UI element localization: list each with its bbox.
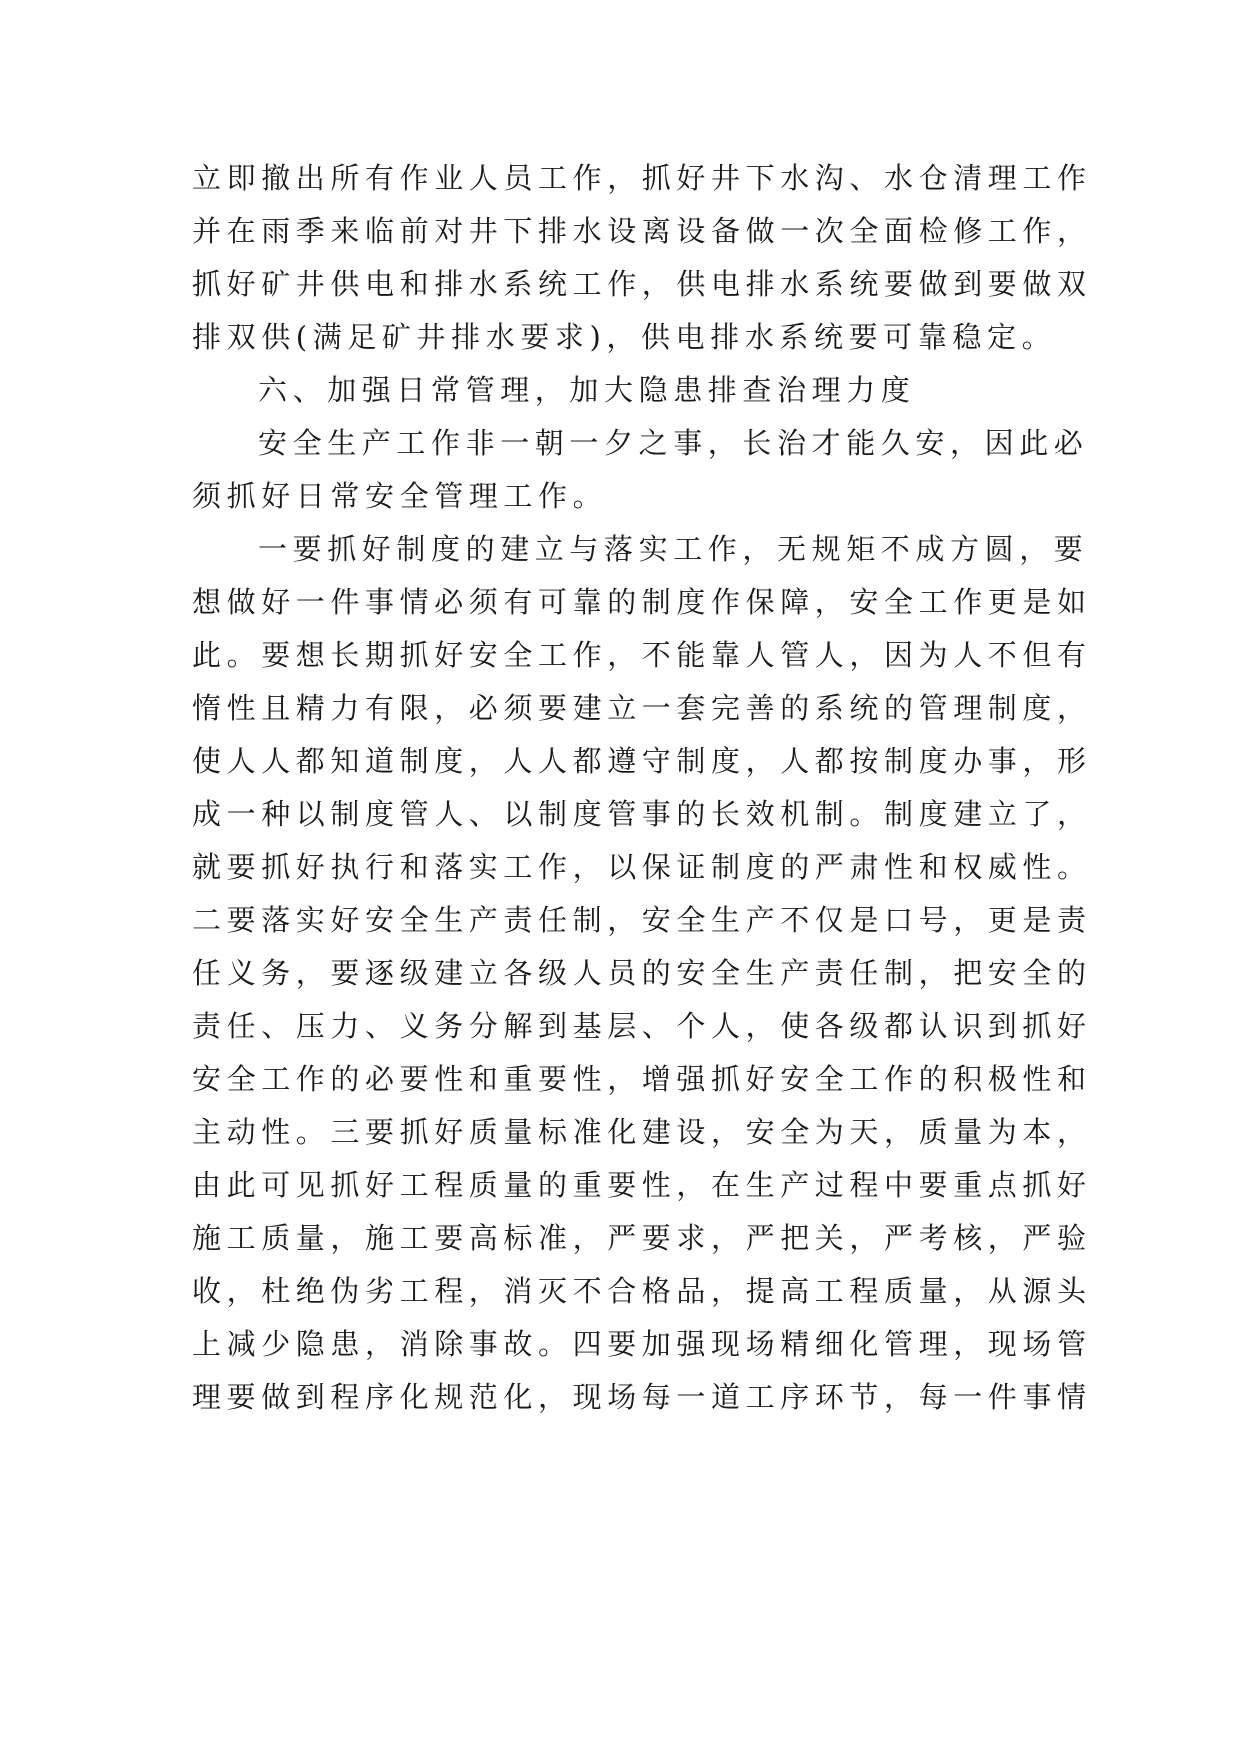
text-line: 责任、压力、义务分解到基层、个人，使各级都认识到抓好 [192, 1009, 1092, 1043]
text-line: 收，杜绝伪劣工程，消灭不合格品，提高工程质量，从源头 [192, 1274, 1092, 1308]
text-line: 抓好矿井供电和排水系统工作，供电排水系统要做到要做双 [192, 267, 1092, 301]
text-line: 惰性且精力有限，必须要建立一套完善的系统的管理制度， [192, 691, 1092, 725]
text-line: 一要抓好制度的建立与落实工作，无规矩不成方圆，要 [258, 532, 1089, 566]
text-line: 须抓好日常安全管理工作。 [192, 479, 608, 513]
text-line: 施工质量，施工要高标准，严要求，严把关，严考核，严验 [192, 1221, 1092, 1255]
text-line: 并在雨季来临前对井下排水设离设备做一次全面检修工作， [192, 214, 1092, 248]
text-line: 就要抓好执行和落实工作，以保证制度的严肃性和权威性。 [192, 850, 1092, 884]
text-line: 理要做到程序化规范化，现场每一道工序环节，每一件事情 [192, 1380, 1092, 1414]
text-line: 使人人都知道制度，人人都遵守制度，人都按制度办事，形 [192, 744, 1092, 778]
text-line: 主动性。三要抓好质量标准化建设，安全为天，质量为本， [192, 1115, 1092, 1149]
text-line: 上减少隐患，消除事故。四要加强现场精细化管理，现场管 [192, 1327, 1092, 1361]
text-line: 由此可见抓好工程质量的重要性，在生产过程中要重点抓好 [192, 1168, 1092, 1202]
text-line: 安全生产工作非一朝一夕之事，长治才能久安，因此必 [258, 426, 1089, 460]
text-line: 想做好一件事情必须有可靠的制度作保障，安全工作更是如 [192, 585, 1092, 619]
text-line: 此。要想长期抓好安全工作，不能靠人管人，因为人不但有 [192, 638, 1092, 672]
text-line: 任义务，要逐级建立各级人员的安全生产责任制，把安全的 [192, 956, 1092, 990]
section-heading: 六、加强日常管理，加大隐患排查治理力度 [258, 373, 916, 407]
text-line: 二要落实好安全生产责任制，安全生产不仅是口号，更是责 [192, 903, 1092, 937]
text-line: 排双供(满足矿井排水要求)，供电排水系统要可靠稳定。 [192, 320, 1057, 354]
text-line: 安全工作的必要性和重要性，增强抓好安全工作的积极性和 [192, 1062, 1092, 1096]
text-line: 成一种以制度管人、以制度管事的长效机制。制度建立了， [192, 797, 1092, 831]
text-line: 立即撤出所有作业人员工作，抓好井下水沟、水仓清理工作 [192, 161, 1092, 195]
